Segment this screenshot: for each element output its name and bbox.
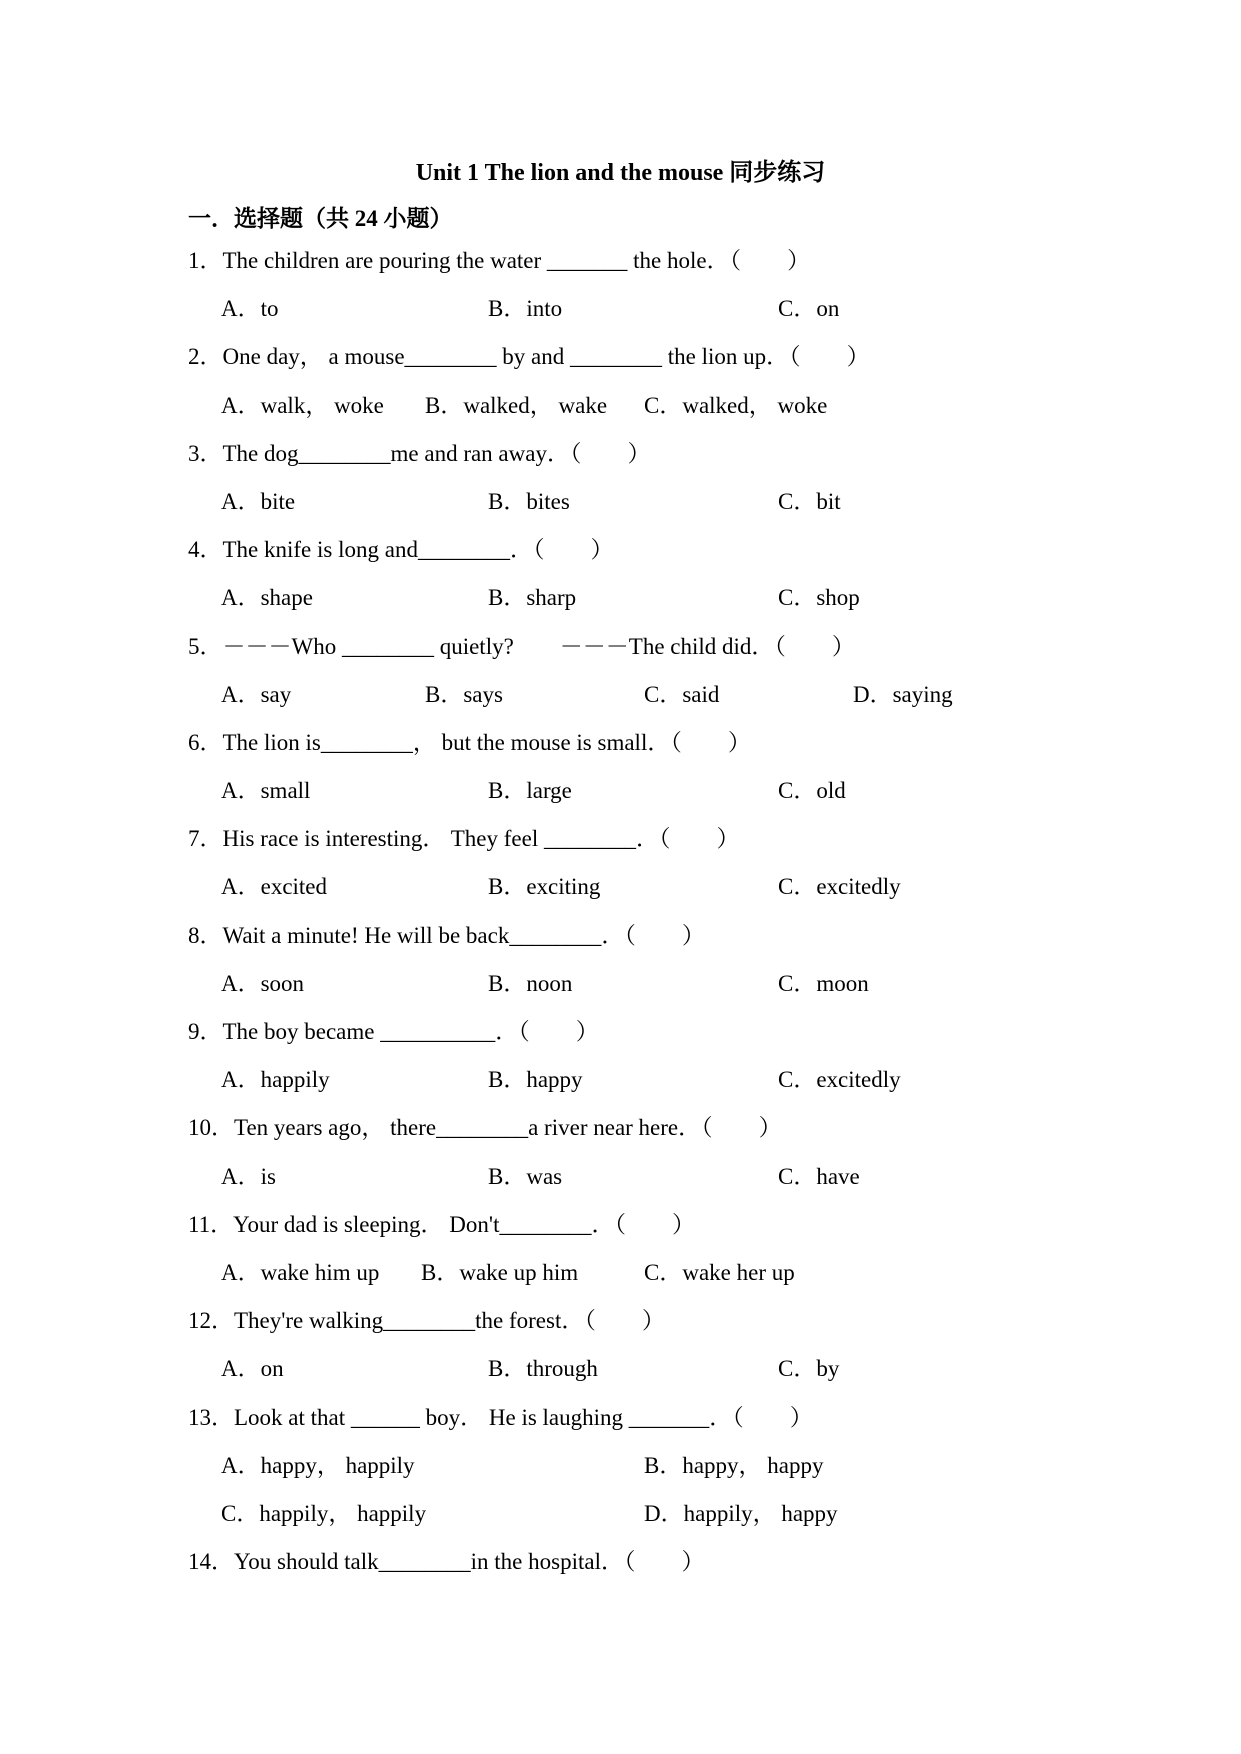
options-6 xyxy=(188,777,1088,825)
option-b: B．through xyxy=(488,1356,598,1382)
option-c: C．wake her up xyxy=(644,1259,795,1285)
option-b: B．large xyxy=(488,778,572,804)
option-b: B．was xyxy=(488,1163,563,1189)
option-a: A．on xyxy=(221,1356,284,1382)
option-c: C．by xyxy=(778,1356,840,1382)
option-a: A．wake him up xyxy=(221,1259,380,1285)
option-c: C．bit xyxy=(778,488,841,514)
option-c: C．have xyxy=(778,1163,860,1189)
question-5: 5．－－－Who ________ quietly? －－－The child did．（ ） xyxy=(188,633,855,659)
options-3 xyxy=(188,488,1088,536)
option-c: C．on xyxy=(778,296,840,322)
option-b: B．sharp xyxy=(488,585,577,611)
options-7 xyxy=(188,873,1088,921)
option-b: B．bites xyxy=(488,488,570,514)
question-6: 6．The lion is________， but the mouse is small．（ ） xyxy=(188,729,751,755)
options-10 xyxy=(188,1163,1088,1211)
option-b: B．noon xyxy=(488,970,573,996)
option-b: B．into xyxy=(488,296,563,322)
page-title: Unit 1 The lion and the mouse 同步练习 xyxy=(415,160,826,186)
question-list xyxy=(188,247,1088,1596)
options-2 xyxy=(188,392,1088,440)
question-13: 13．Look at that ______ boy． He is laughing _______．（ ） xyxy=(188,1404,813,1430)
option-b: B．walked， wake xyxy=(425,392,608,418)
option-b: B．happy xyxy=(488,1067,583,1093)
question-4: 4．The knife is long and________．（ ） xyxy=(188,537,614,563)
question-7: 7．His race is interesting． They feel ________．（ ） xyxy=(188,826,740,852)
option-c: C．excitedly xyxy=(778,1067,901,1093)
option-b: B．happy， happy xyxy=(644,1452,824,1478)
option-d: D．saying xyxy=(853,681,953,707)
option-a: A．is xyxy=(221,1163,276,1189)
option-a: A．happily xyxy=(221,1067,330,1093)
option-c: C．moon xyxy=(778,970,869,996)
option-c: C．shop xyxy=(778,585,860,611)
option-a: A．bite xyxy=(221,488,296,514)
option-a: A．shape xyxy=(221,585,313,611)
option-c: C．said xyxy=(644,681,720,707)
options-1 xyxy=(188,295,1088,343)
option-a: A．to xyxy=(221,296,279,322)
question-14: 14．You should talk________in the hospital．（ ） xyxy=(188,1549,705,1575)
options-13-row-1 xyxy=(188,1452,1088,1500)
option-c: C．happily， happily xyxy=(221,1500,427,1526)
option-a: A．excited xyxy=(221,874,328,900)
option-d: D．happily， happy xyxy=(644,1500,838,1526)
option-c: C．excitedly xyxy=(778,874,901,900)
option-a: A．say xyxy=(221,681,292,707)
options-13-row-2 xyxy=(188,1500,1088,1548)
options-5 xyxy=(188,681,1088,729)
option-a: A．happy， happily xyxy=(221,1452,415,1478)
options-8 xyxy=(188,970,1088,1018)
options-11 xyxy=(188,1259,1088,1307)
question-2: 2．One day， a mouse________ by and ________ the lion up．（ ） xyxy=(188,344,870,370)
option-a: A．small xyxy=(221,778,311,804)
question-8: 8．Wait a minute! He will be back________．（ ） xyxy=(188,922,705,948)
options-12 xyxy=(188,1355,1088,1403)
question-3: 3．The dog________me and ran away．（ ） xyxy=(188,440,651,466)
option-a: A．soon xyxy=(221,970,305,996)
option-b: B．exciting xyxy=(488,874,601,900)
options-4 xyxy=(188,584,1088,632)
option-a: A．walk， woke xyxy=(221,392,384,418)
option-c: C．old xyxy=(778,778,846,804)
option-c: C．walked， woke xyxy=(644,392,828,418)
question-12: 12．They're walking________the forest．（ ） xyxy=(188,1308,665,1334)
option-b: B．wake up him xyxy=(421,1259,579,1285)
question-10: 10．Ten years ago， there________a river near here．（ ） xyxy=(188,1115,782,1141)
section-title: 一．选择题（共 24 小题） xyxy=(188,206,453,231)
question-1: 1．The children are pouring the water _______ the hole．（ ） xyxy=(188,248,811,273)
option-b: B．says xyxy=(425,681,503,707)
options-9 xyxy=(188,1066,1088,1114)
question-9: 9．The boy became __________．（ ） xyxy=(188,1019,599,1044)
question-11: 11．Your dad is sleeping． Don't________．（ ） xyxy=(188,1211,695,1237)
